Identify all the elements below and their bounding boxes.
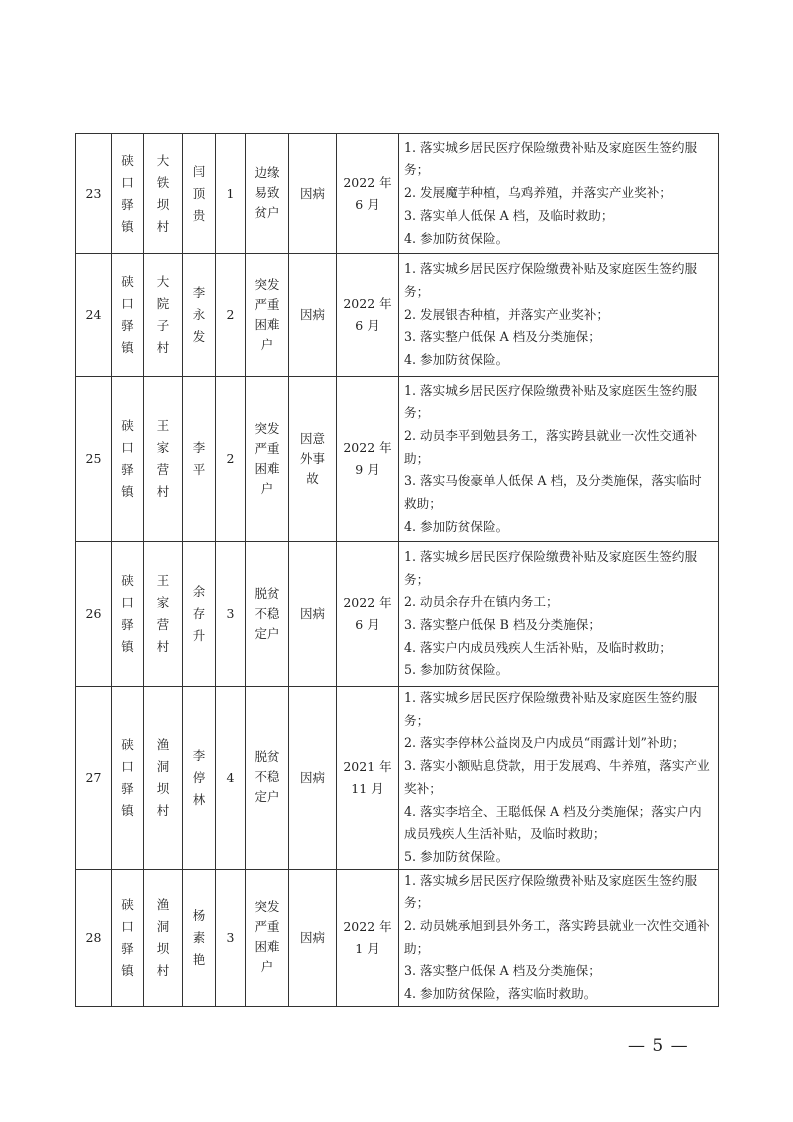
type-text: 脱贫不稳定户 <box>254 585 280 641</box>
no-text: 24 <box>85 307 102 322</box>
no-text: 26 <box>85 606 102 621</box>
reason-text: 因病 <box>299 185 325 201</box>
reason-text: 因病 <box>299 606 325 621</box>
table-row <box>76 687 719 870</box>
measure-item: 3. 落实整户低保 A 档及分类施保； <box>404 329 601 345</box>
village-text: 王家营村 <box>156 418 170 499</box>
town-text: 硖口驿镇 <box>121 573 134 654</box>
name-text: 闫顶贵 <box>192 163 206 223</box>
village-text: 大院子村 <box>156 274 170 355</box>
cell-no <box>76 869 112 1006</box>
date-line: 2022 年 <box>343 918 392 934</box>
cell-type <box>246 542 289 687</box>
name-text: 李停林 <box>192 747 206 807</box>
cell-measures <box>399 377 719 542</box>
reason-text: 因病 <box>299 769 325 785</box>
cell-name <box>183 377 216 542</box>
table-row <box>76 254 719 377</box>
measure-item: 3. 落实马俊豪单人低保 A 档，及分类施保，落实临时救助； <box>404 473 702 512</box>
count-text: 2 <box>226 451 235 466</box>
cell-count <box>216 134 246 254</box>
cell-type <box>246 377 289 542</box>
cell-village <box>144 134 183 254</box>
date-line: 1 月 <box>355 940 380 956</box>
no-text: 27 <box>85 769 102 785</box>
cell-name <box>183 687 216 870</box>
table-row <box>76 869 719 1006</box>
cell-no <box>76 134 112 254</box>
cell-village <box>144 687 183 870</box>
date-line: 6 月 <box>355 318 380 333</box>
cell-no <box>76 377 112 542</box>
date-line: 2021 年 <box>343 758 392 774</box>
cell-village <box>144 377 183 542</box>
name-text: 杨素艳 <box>192 907 206 967</box>
date-line: 6 月 <box>355 617 380 632</box>
measure-item: 5. 参加防贫保险。 <box>404 662 509 678</box>
reason-text: 因意外事故 <box>299 430 325 486</box>
town-text: 硖口驿镇 <box>121 274 134 355</box>
table-row <box>76 134 719 254</box>
type-text: 突发严重困难户 <box>254 899 280 975</box>
measure-item: 4. 落实李培全、王聪低保 A 档及分类施保；落实户内成员残疾人生活补贴，及临时救助； <box>404 803 702 842</box>
cell-reason <box>289 377 337 542</box>
reason-text: 因病 <box>299 929 325 945</box>
cell-town <box>112 687 144 870</box>
type-text: 突发严重困难户 <box>254 276 280 352</box>
no-text: 28 <box>85 929 102 945</box>
measure-item: 2. 动员余存升在镇内务工； <box>404 594 559 610</box>
measure-item: 1. 落实城乡居民医疗保险缴费补贴及家庭医生签约服务； <box>404 548 698 587</box>
type-text: 边缘易致贫户 <box>254 165 280 220</box>
no-text: 25 <box>85 451 102 466</box>
cell-reason <box>289 254 337 377</box>
cell-date <box>337 542 399 687</box>
cell-reason <box>289 542 337 687</box>
count-text: 4 <box>226 769 235 785</box>
cell-no <box>76 542 112 687</box>
type-text: 脱贫不稳定户 <box>254 749 280 805</box>
cell-measures <box>399 687 719 870</box>
count-text: 3 <box>226 929 235 945</box>
cell-no <box>76 687 112 870</box>
cell-village <box>144 542 183 687</box>
cell-town <box>112 254 144 377</box>
cell-town <box>112 869 144 1006</box>
measure-item: 3. 落实整户低保 B 档及分类施保； <box>404 617 601 632</box>
measure-item: 4. 参加防贫保险，落实临时救助。 <box>404 986 597 1002</box>
no-text: 23 <box>85 185 102 201</box>
count-text: 3 <box>226 606 235 621</box>
type-text: 突发严重困难户 <box>254 420 280 496</box>
table-row <box>76 377 719 542</box>
count-text: 1 <box>226 185 235 201</box>
cell-name <box>183 134 216 254</box>
cell-reason <box>289 869 337 1006</box>
measure-item: 4. 落实户内成员残疾人生活补贴，及临时救助； <box>404 639 672 655</box>
date-line: 2022 年 <box>343 440 392 455</box>
cell-count <box>216 869 246 1006</box>
measure-item: 4. 参加防贫保险。 <box>404 352 509 368</box>
cell-reason <box>289 687 337 870</box>
cell-date <box>337 134 399 254</box>
measure-item: 3. 落实小额贴息贷款，用于发展鸡、牛养殖，落实产业奖补； <box>404 758 710 796</box>
cell-town <box>112 542 144 687</box>
village-text: 王家营村 <box>156 573 170 654</box>
cell-count <box>216 254 246 377</box>
measure-item: 1. 落实城乡居民医疗保险缴费补贴及家庭医生签约服务； <box>404 139 698 178</box>
cell-count <box>216 377 246 542</box>
cell-name <box>183 542 216 687</box>
name-text: 余存升 <box>192 584 206 643</box>
village-text: 大铁坝村 <box>156 152 170 234</box>
cell-type <box>246 134 289 254</box>
town-text: 硖口驿镇 <box>121 418 134 499</box>
measure-item: 4. 参加防贫保险。 <box>404 230 509 246</box>
measure-item: 2. 动员李平到勉县务工，落实跨县就业一次性交通补助； <box>404 427 698 466</box>
measure-item: 3. 落实整户低保 A 档及分类施保； <box>404 963 601 979</box>
town-text: 硖口驿镇 <box>121 152 134 234</box>
cell-village <box>144 254 183 377</box>
cell-measures <box>399 134 719 254</box>
measure-item: 2. 动员姚承旭到县外务工，落实跨县就业一次性交通补助； <box>404 918 710 956</box>
cell-date <box>337 377 399 542</box>
household-table <box>75 133 719 1007</box>
cell-date <box>337 869 399 1006</box>
town-text: 硖口驿镇 <box>121 896 134 978</box>
cell-measures <box>399 869 719 1006</box>
cell-reason <box>289 134 337 254</box>
cell-measures <box>399 542 719 687</box>
cell-name <box>183 869 216 1006</box>
date-line: 11 月 <box>351 780 384 796</box>
measure-item: 2. 落实李停林公益岗及户内成员“雨露计划”补助； <box>404 735 685 751</box>
measure-item: 3. 落实单人低保 A 档，及临时救助； <box>404 207 614 223</box>
village-text: 渔洞坝村 <box>156 736 170 818</box>
cell-type <box>246 687 289 870</box>
cell-village <box>144 869 183 1006</box>
count-text: 2 <box>226 307 235 322</box>
cell-measures <box>399 254 719 377</box>
measure-item: 1. 落实城乡居民医疗保险缴费补贴及家庭医生签约服务； <box>404 872 698 911</box>
cell-count <box>216 542 246 687</box>
cell-town <box>112 377 144 542</box>
cell-type <box>246 869 289 1006</box>
measure-item: 5. 参加防贫保险。 <box>404 848 509 864</box>
measure-item: 1. 落实城乡居民医疗保险缴费补贴及家庭医生签约服务； <box>404 690 698 728</box>
cell-name <box>183 254 216 377</box>
cell-type <box>246 254 289 377</box>
name-text: 李平 <box>192 440 206 477</box>
date-line: 9 月 <box>355 462 380 477</box>
page-number: — 5 — <box>628 1036 689 1056</box>
date-line: 2022 年 <box>343 174 392 190</box>
measure-item: 1. 落实城乡居民医疗保险缴费补贴及家庭医生签约服务； <box>404 261 698 299</box>
measure-item: 2. 发展银杏种植，并落实产业奖补； <box>404 306 609 322</box>
cell-date <box>337 687 399 870</box>
cell-town <box>112 134 144 254</box>
cell-count <box>216 687 246 870</box>
village-text: 渔洞坝村 <box>156 896 170 978</box>
name-text: 李永发 <box>192 285 206 344</box>
date-line: 2022 年 <box>343 595 392 610</box>
date-line: 6 月 <box>355 196 380 212</box>
cell-date <box>337 254 399 377</box>
reason-text: 因病 <box>299 307 325 322</box>
town-text: 硖口驿镇 <box>121 736 134 818</box>
measure-item: 4. 参加防贫保险。 <box>404 518 509 534</box>
measure-item: 1. 落实城乡居民医疗保险缴费补贴及家庭医生签约服务； <box>404 382 698 421</box>
cell-no <box>76 254 112 377</box>
date-line: 2022 年 <box>343 296 392 311</box>
table-row <box>76 542 719 687</box>
measure-item: 2. 发展魔芋种植，乌鸡养殖，并落实产业奖补； <box>404 185 672 201</box>
